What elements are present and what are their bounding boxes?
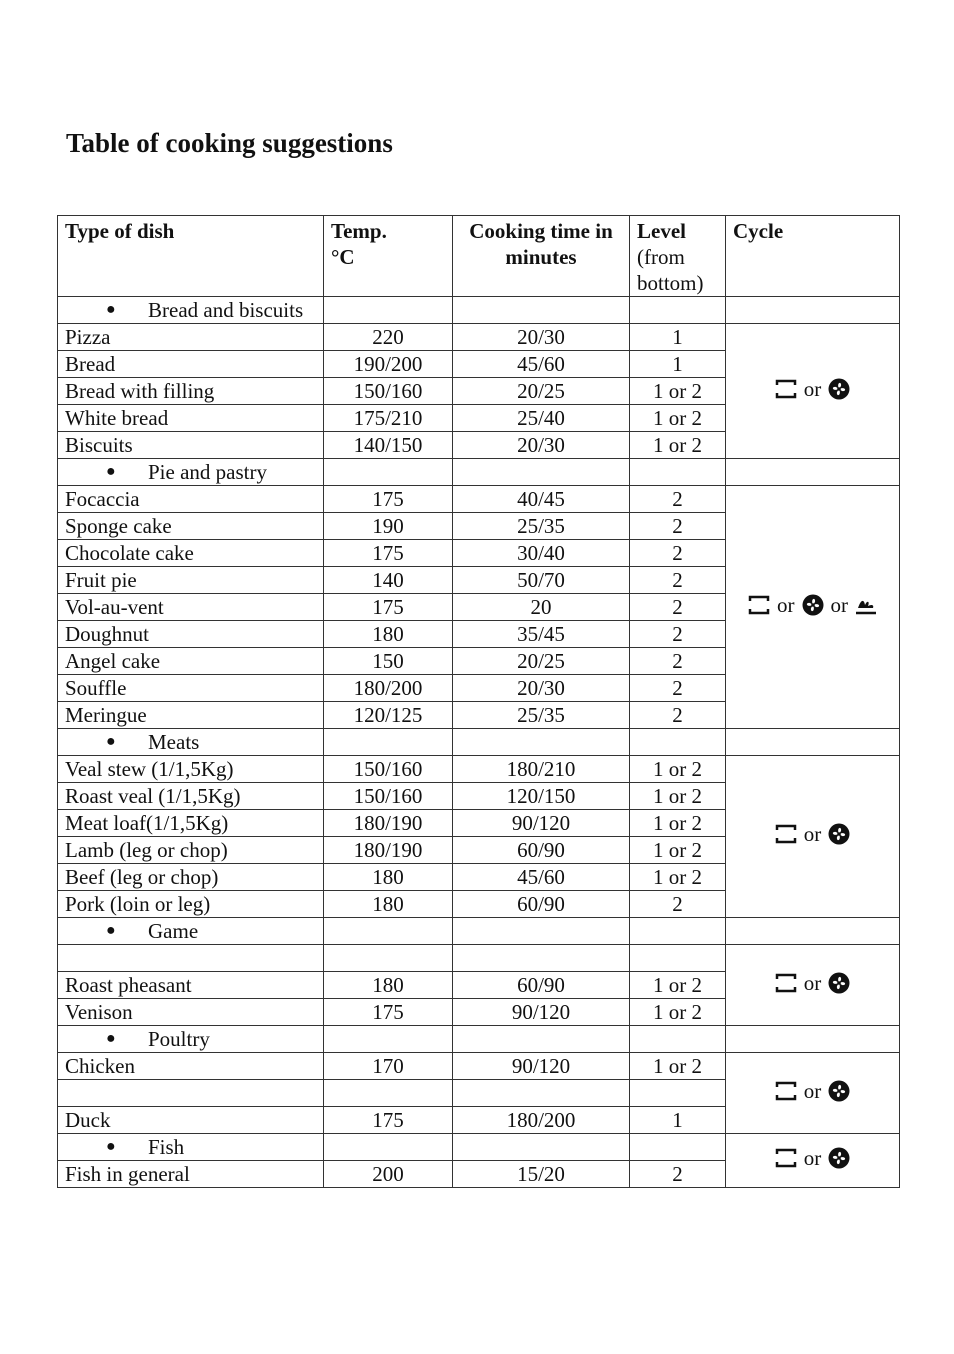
dish-cell: Bread with filling bbox=[58, 378, 324, 405]
empty-cell bbox=[630, 918, 726, 945]
level-cell: 1 or 2 bbox=[630, 837, 726, 864]
time-cell: 90/120 bbox=[453, 999, 630, 1026]
cycle-icons bbox=[774, 376, 852, 402]
time-cell: 60/90 bbox=[453, 837, 630, 864]
section-row bbox=[58, 729, 900, 756]
time-cell: 20/30 bbox=[453, 324, 630, 351]
dish-cell: Souffle bbox=[58, 675, 324, 702]
temp-cell: 120/125 bbox=[324, 702, 453, 729]
empty-cell bbox=[324, 729, 453, 756]
conventional-heat-icon bbox=[774, 377, 798, 401]
level-cell: 1 or 2 bbox=[630, 405, 726, 432]
level-cell: 1 or 2 bbox=[630, 432, 726, 459]
cycle-icons bbox=[774, 821, 852, 847]
time-cell: 60/90 bbox=[453, 891, 630, 918]
cycle-icons bbox=[747, 592, 878, 618]
bullet-icon: ● bbox=[106, 463, 116, 480]
dish-cell: Fruit pie bbox=[58, 567, 324, 594]
level-cell: 1 or 2 bbox=[630, 783, 726, 810]
section-row bbox=[58, 1134, 900, 1161]
conventional-heat-icon bbox=[774, 971, 798, 995]
table-row bbox=[58, 1053, 900, 1080]
time-cell: 20/25 bbox=[453, 648, 630, 675]
empty-cell bbox=[630, 729, 726, 756]
level-cell: 1 or 2 bbox=[630, 1053, 726, 1080]
dish-cell: Chicken bbox=[58, 1053, 324, 1080]
temp-cell: 220 bbox=[324, 324, 453, 351]
dish-cell: White bread bbox=[58, 405, 324, 432]
temp-cell: 180/190 bbox=[324, 810, 453, 837]
temp-cell: 150 bbox=[324, 648, 453, 675]
cycle-cell bbox=[726, 945, 900, 1026]
dish-cell: Veal stew (1/1,5Kg) bbox=[58, 756, 324, 783]
cycle-cell bbox=[726, 486, 900, 729]
level-cell: 1 or 2 bbox=[630, 972, 726, 999]
temp-cell: 180/200 bbox=[324, 675, 453, 702]
empty-cell bbox=[630, 297, 726, 324]
header-dish: Type of dish bbox=[58, 216, 324, 297]
time-cell: 25/35 bbox=[453, 702, 630, 729]
level-cell: 1 or 2 bbox=[630, 810, 726, 837]
time-cell: 90/120 bbox=[453, 810, 630, 837]
empty-cell bbox=[726, 729, 900, 756]
level-cell: 2 bbox=[630, 621, 726, 648]
temp-cell: 175 bbox=[324, 486, 453, 513]
level-cell: 1 or 2 bbox=[630, 864, 726, 891]
or-label: or bbox=[803, 1078, 822, 1103]
dish-cell: Doughnut bbox=[58, 621, 324, 648]
level-cell bbox=[630, 945, 726, 972]
cycle-cell bbox=[726, 756, 900, 918]
fan-heat-icon bbox=[801, 593, 825, 617]
section-name bbox=[58, 1134, 324, 1161]
bullet-icon: ● bbox=[106, 301, 116, 318]
table-row bbox=[58, 756, 900, 783]
empty-cell bbox=[630, 1134, 726, 1161]
empty-cell bbox=[324, 297, 453, 324]
dish-cell: Beef (leg or chop) bbox=[58, 864, 324, 891]
temp-cell: 140 bbox=[324, 567, 453, 594]
time-cell: 40/45 bbox=[453, 486, 630, 513]
temp-cell: 180/190 bbox=[324, 837, 453, 864]
empty-cell bbox=[324, 459, 453, 486]
time-cell: 15/20 bbox=[453, 1161, 630, 1188]
temp-cell: 200 bbox=[324, 1161, 453, 1188]
section-label: Fish bbox=[148, 1135, 185, 1159]
fan-heat-icon bbox=[827, 1079, 851, 1103]
conventional-heat-icon bbox=[774, 1079, 798, 1103]
bullet-icon: ● bbox=[106, 1138, 116, 1155]
level-cell: 1 bbox=[630, 324, 726, 351]
conventional-heat-icon bbox=[774, 822, 798, 846]
or-label: or bbox=[803, 376, 822, 401]
empty-cell bbox=[630, 1026, 726, 1053]
dish-cell: Pork (loin or leg) bbox=[58, 891, 324, 918]
header-temp-line1: Temp. bbox=[331, 219, 387, 243]
or-label: or bbox=[803, 822, 822, 846]
header-temp bbox=[324, 216, 453, 297]
fan-heat-icon bbox=[827, 377, 851, 401]
level-cell: 2 bbox=[630, 702, 726, 729]
dish-cell: Bread bbox=[58, 351, 324, 378]
empty-cell bbox=[726, 1026, 900, 1053]
section-row bbox=[58, 918, 900, 945]
empty-cell bbox=[453, 918, 630, 945]
temp-cell: 170 bbox=[324, 1053, 453, 1080]
table-row bbox=[58, 486, 900, 513]
section-name bbox=[58, 297, 324, 324]
time-cell: 20 bbox=[453, 594, 630, 621]
time-cell: 180/200 bbox=[453, 1107, 630, 1134]
time-cell: 180/210 bbox=[453, 756, 630, 783]
section-row bbox=[58, 297, 900, 324]
cycle-cell bbox=[726, 1053, 900, 1134]
empty-cell bbox=[630, 459, 726, 486]
cycle-icons bbox=[774, 970, 852, 996]
level-cell: 1 or 2 bbox=[630, 756, 726, 783]
section-name bbox=[58, 918, 324, 945]
time-cell: 90/120 bbox=[453, 1053, 630, 1080]
section-name bbox=[58, 729, 324, 756]
section-label: Poultry bbox=[148, 1027, 210, 1051]
table-row bbox=[58, 945, 900, 972]
header-level-line3: bottom) bbox=[637, 271, 704, 295]
time-cell bbox=[453, 1080, 630, 1107]
dish-cell: Sponge cake bbox=[58, 513, 324, 540]
cooking-table bbox=[57, 215, 900, 1188]
bullet-icon: ● bbox=[106, 1030, 116, 1047]
empty-cell bbox=[453, 1134, 630, 1161]
dish-cell: Biscuits bbox=[58, 432, 324, 459]
time-cell: 30/40 bbox=[453, 540, 630, 567]
header-row bbox=[58, 216, 900, 297]
header-time: Cooking time in minutes bbox=[453, 216, 630, 297]
page-title: Table of cooking suggestions bbox=[66, 128, 393, 158]
dish-cell: Lamb (leg or chop) bbox=[58, 837, 324, 864]
dish-cell: Focaccia bbox=[58, 486, 324, 513]
dish-cell: Duck bbox=[58, 1107, 324, 1134]
empty-cell bbox=[453, 1026, 630, 1053]
level-cell: 2 bbox=[630, 891, 726, 918]
header-level-line2: (from bbox=[637, 245, 685, 269]
or-label: or bbox=[777, 592, 795, 617]
section-row bbox=[58, 1026, 900, 1053]
time-cell bbox=[453, 945, 630, 972]
empty-cell bbox=[453, 459, 630, 486]
time-cell: 20/25 bbox=[453, 378, 630, 405]
section-label: Bread and biscuits bbox=[148, 298, 304, 322]
dish-cell: Roast pheasant bbox=[58, 972, 324, 999]
level-cell: 2 bbox=[630, 594, 726, 621]
temp-cell bbox=[324, 1080, 453, 1107]
empty-cell bbox=[324, 1026, 453, 1053]
temp-cell: 175 bbox=[324, 999, 453, 1026]
cycle-cell bbox=[726, 1134, 900, 1188]
level-cell: 2 bbox=[630, 648, 726, 675]
dish-cell: Roast veal (1/1,5Kg) bbox=[58, 783, 324, 810]
fan-heat-icon bbox=[827, 822, 851, 846]
or-label: or bbox=[803, 970, 822, 995]
dish-cell: Chocolate cake bbox=[58, 540, 324, 567]
temp-cell bbox=[324, 945, 453, 972]
section-name bbox=[58, 459, 324, 486]
level-cell bbox=[630, 1080, 726, 1107]
dish-cell: Angel cake bbox=[58, 648, 324, 675]
section-label: Meats bbox=[148, 730, 200, 754]
dish-cell: Meringue bbox=[58, 702, 324, 729]
header-level bbox=[630, 216, 726, 297]
dish-cell: Venison bbox=[58, 999, 324, 1026]
conventional-heat-icon bbox=[747, 593, 771, 617]
temp-cell: 180 bbox=[324, 621, 453, 648]
level-cell: 2 bbox=[630, 513, 726, 540]
temp-cell: 150/160 bbox=[324, 756, 453, 783]
empty-cell bbox=[726, 297, 900, 324]
bottom-fan-heat-icon bbox=[854, 593, 878, 617]
dish-cell: Vol-au-vent bbox=[58, 594, 324, 621]
level-cell: 1 bbox=[630, 1107, 726, 1134]
bullet-icon: ● bbox=[106, 922, 116, 939]
section-row bbox=[58, 459, 900, 486]
temp-cell: 150/160 bbox=[324, 783, 453, 810]
time-cell: 35/45 bbox=[453, 621, 630, 648]
level-cell: 2 bbox=[630, 675, 726, 702]
section-label: Pie and pastry bbox=[148, 460, 267, 484]
dish-cell: Fish in general bbox=[58, 1161, 324, 1188]
cycle-cell bbox=[726, 324, 900, 459]
empty-cell bbox=[324, 918, 453, 945]
header-temp-line2: °C bbox=[331, 245, 355, 269]
temp-cell: 175 bbox=[324, 594, 453, 621]
conventional-heat-icon bbox=[774, 1146, 798, 1170]
section-label: Game bbox=[148, 919, 199, 943]
level-cell: 2 bbox=[630, 567, 726, 594]
or-label: or bbox=[830, 592, 848, 617]
level-cell: 1 or 2 bbox=[630, 999, 726, 1026]
temp-cell: 180 bbox=[324, 891, 453, 918]
level-cell: 1 bbox=[630, 351, 726, 378]
dish-cell: Pizza bbox=[58, 324, 324, 351]
table-row bbox=[58, 324, 900, 351]
temp-cell: 175 bbox=[324, 1107, 453, 1134]
time-cell: 25/35 bbox=[453, 513, 630, 540]
time-cell: 60/90 bbox=[453, 972, 630, 999]
fan-heat-icon bbox=[827, 971, 851, 995]
empty-cell bbox=[726, 459, 900, 486]
time-cell: 20/30 bbox=[453, 675, 630, 702]
level-cell: 2 bbox=[630, 1161, 726, 1188]
time-cell: 45/60 bbox=[453, 864, 630, 891]
empty-cell bbox=[324, 1134, 453, 1161]
temp-cell: 175/210 bbox=[324, 405, 453, 432]
section-name bbox=[58, 1026, 324, 1053]
temp-cell: 180 bbox=[324, 864, 453, 891]
temp-cell: 140/150 bbox=[324, 432, 453, 459]
empty-cell bbox=[726, 918, 900, 945]
bullet-icon: ● bbox=[106, 733, 116, 750]
temp-cell: 190 bbox=[324, 513, 453, 540]
time-cell: 120/150 bbox=[453, 783, 630, 810]
level-cell: 2 bbox=[630, 540, 726, 567]
time-cell: 50/70 bbox=[453, 567, 630, 594]
dish-cell: Meat loaf(1/1,5Kg) bbox=[58, 810, 324, 837]
temp-cell: 180 bbox=[324, 972, 453, 999]
or-label: or bbox=[803, 1146, 822, 1170]
cycle-icons bbox=[774, 1078, 852, 1104]
temp-cell: 190/200 bbox=[324, 351, 453, 378]
header-level-line1: Level bbox=[637, 219, 686, 243]
fan-heat-icon bbox=[827, 1146, 851, 1170]
empty-cell bbox=[453, 297, 630, 324]
cycle-icons bbox=[774, 1145, 852, 1171]
time-cell: 25/40 bbox=[453, 405, 630, 432]
level-cell: 1 or 2 bbox=[630, 378, 726, 405]
time-cell: 20/30 bbox=[453, 432, 630, 459]
dish-cell bbox=[58, 1080, 324, 1107]
header-cycle: Cycle bbox=[726, 216, 900, 297]
temp-cell: 150/160 bbox=[324, 378, 453, 405]
dish-cell bbox=[58, 945, 324, 972]
empty-cell bbox=[453, 729, 630, 756]
level-cell: 2 bbox=[630, 486, 726, 513]
time-cell: 45/60 bbox=[453, 351, 630, 378]
temp-cell: 175 bbox=[324, 540, 453, 567]
